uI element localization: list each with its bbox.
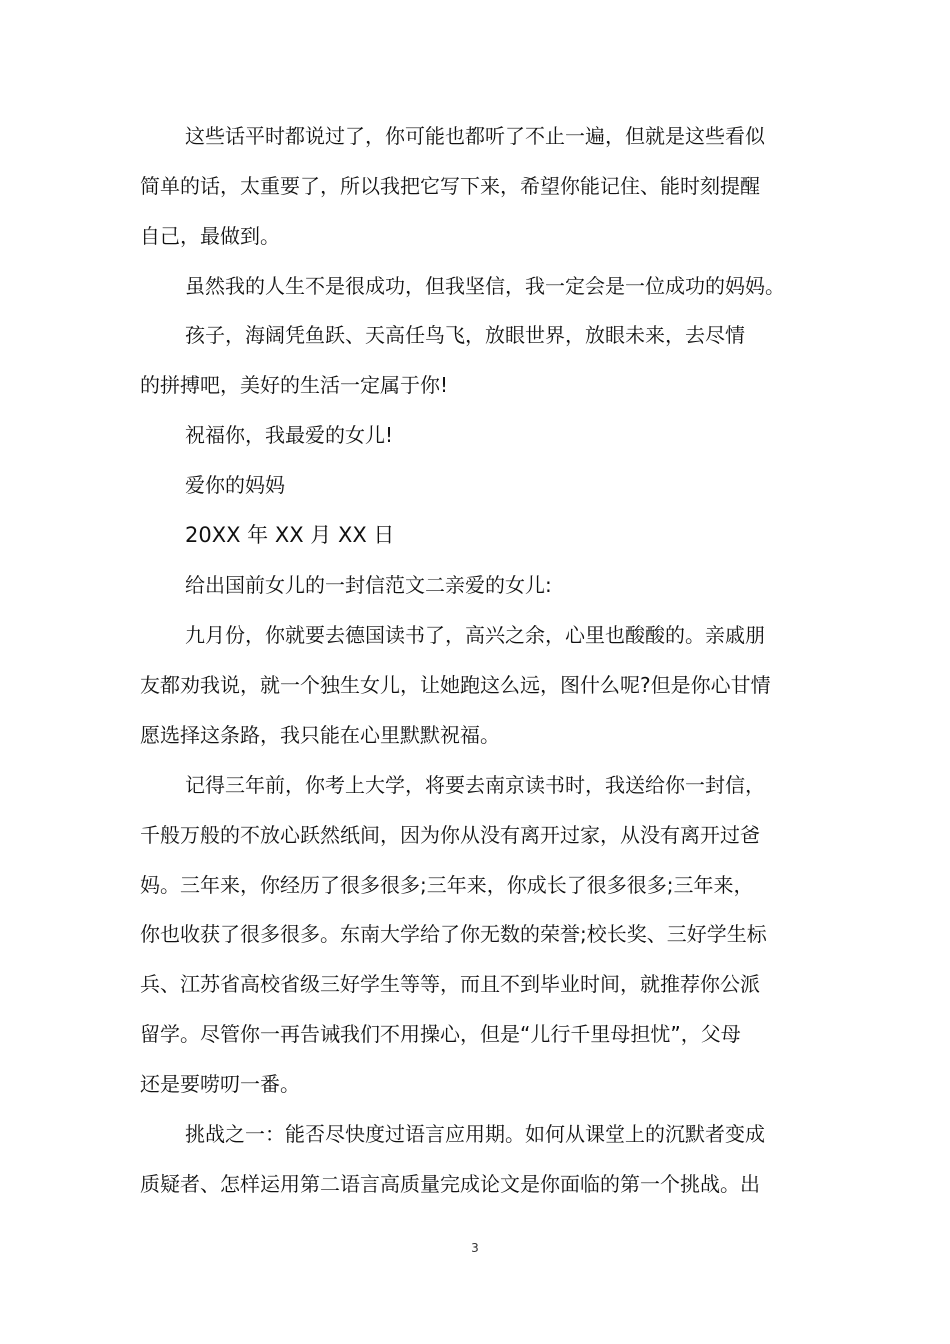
text-line: 的拼搏吧，美好的生活一定属于你! bbox=[140, 373, 449, 397]
text-line: 千般万般的不放心跃然纸间，因为你从没有离开过家，从没有离开过爸 bbox=[140, 823, 760, 847]
text-line: 留学。尽管你一再告诫我们不用操心，但是“儿行千里母担忧”，父母 bbox=[140, 1022, 741, 1046]
text-line: 质疑者、怎样运用第二语言高质量完成论文是你面临的第一个挑战。出 bbox=[140, 1172, 760, 1196]
text-line: 孩子，海阔凭鱼跃、天高任鸟飞，放眼世界，放眼未来，去尽情 bbox=[185, 323, 745, 347]
date-line: 20XX 年 XX 月 XX 日 bbox=[185, 523, 395, 547]
page-number: 3 bbox=[471, 1241, 479, 1255]
text-line: 记得三年前，你考上大学，将要去南京读书时，我送给你一封信， bbox=[185, 773, 765, 797]
text-line: 这些话平时都说过了，你可能也都听了不止一遍，但就是这些看似 bbox=[185, 124, 765, 148]
text-line: 愿选择这条路，我只能在心里默默祝福。 bbox=[140, 723, 500, 747]
text-line: 还是要唠叨一番。 bbox=[140, 1072, 300, 1096]
text-line: 自己，最做到。 bbox=[140, 224, 280, 248]
text-line: 九月份，你就要去德国读书了，高兴之余，心里也酸酸的。亲戚朋 bbox=[185, 623, 765, 647]
text-line: 兵、江苏省高校省级三好学生等等，而且不到毕业时间，就推荐你公派 bbox=[140, 972, 760, 996]
text-line: 虽然我的人生不是很成功，但我坚信，我一定会是一位成功的妈妈。 bbox=[185, 274, 785, 298]
text-line: 祝福你，我最爱的女儿! bbox=[185, 423, 394, 447]
text-line: 挑战之一：能否尽快度过语言应用期。如何从课堂上的沉默者变成 bbox=[185, 1122, 765, 1146]
text-line: 给出国前女儿的一封信范文二亲爱的女儿: bbox=[185, 573, 552, 597]
text-line: 你也收获了很多很多。东南大学给了你无数的荣誉;校长奖、三好学生标 bbox=[140, 922, 767, 946]
text-line: 友都劝我说，就一个独生女儿，让她跑这么远，图什么呢?但是你心甘情 bbox=[140, 673, 771, 697]
text-line: 妈。三年来，你经历了很多很多;三年来，你成长了很多很多;三年来， bbox=[140, 873, 754, 897]
text-line: 简单的话，太重要了，所以我把它写下来，希望你能记住、能时刻提醒 bbox=[140, 174, 760, 198]
signature-line: 爱你的妈妈 bbox=[185, 473, 285, 497]
